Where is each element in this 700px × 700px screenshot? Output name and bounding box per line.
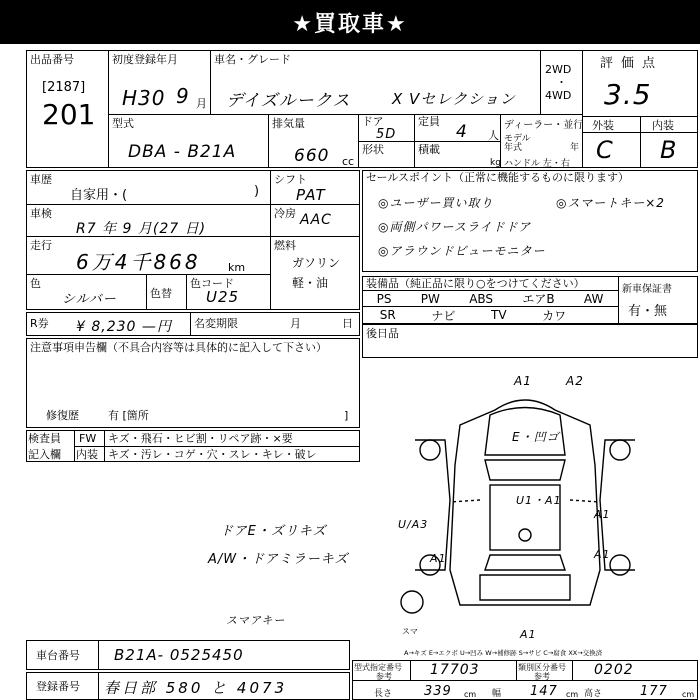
- diagram-mark-key: スマ: [402, 627, 418, 636]
- mileage-value: 6万4千868: [76, 250, 201, 274]
- banner-title: ★買取車★: [0, 0, 700, 44]
- type-value: DBA - B21A: [128, 142, 237, 162]
- equip-abs: ABS: [469, 291, 494, 306]
- class-code-label: 類別区分番号: [518, 663, 566, 672]
- warranty-value: 有・無: [628, 304, 668, 319]
- color-change-label: 色替: [150, 287, 172, 300]
- model-year-unit: 年: [570, 143, 580, 153]
- first-reg-month-unit: 月: [196, 97, 207, 110]
- repair-label: 修復歴: [46, 409, 79, 422]
- name-change-month: 月: [290, 317, 301, 330]
- diagram-mark-left-rear: A1: [430, 552, 447, 565]
- mileage-label: 走行: [30, 239, 52, 252]
- model-year-label2: 年式: [504, 143, 523, 153]
- door-label: ドア: [362, 115, 384, 128]
- width-value: 147: [530, 684, 558, 699]
- model-name: デイズルークス: [226, 91, 351, 111]
- recycle-value: ¥ 8,230 —円: [76, 319, 172, 335]
- length-label: 長さ: [374, 689, 393, 699]
- warranty-label: 新車保証書: [622, 284, 672, 295]
- door-value: 5D: [376, 127, 397, 142]
- inspector-label1: 検査員: [28, 432, 61, 445]
- displacement-label: 排気量: [272, 117, 305, 130]
- diagram-legend: A→キズ E→エクボ U→凹み W→補修跡 S→サビ C→腐食 XX→交換済: [404, 649, 603, 657]
- reg-label: 登録番号: [36, 680, 80, 693]
- int-label: 内装: [76, 448, 98, 461]
- chassis-label: 車台番号: [36, 649, 80, 662]
- handle-label: ハンドル 左・右: [504, 159, 570, 169]
- sales-point-1: ◎ユーザー買い取り: [378, 196, 494, 210]
- load-label: 積載: [418, 143, 440, 156]
- shift-label: シフト: [274, 173, 307, 186]
- inspection-value: R7 年 9 月(27 日): [76, 221, 207, 237]
- fw-items: キズ・飛石・ヒビ割・リペア跡・×要: [108, 432, 293, 445]
- color-value: シルバー: [62, 292, 117, 307]
- car-hist-value: 自家用・(: [70, 188, 128, 203]
- drive-4wd: 4WD: [545, 89, 572, 102]
- handwritten-note-1: ドアE・ズリキズ: [220, 524, 327, 539]
- color-label: 色: [30, 277, 41, 290]
- sales-point-3: ◎両側パワースライドドア: [378, 220, 532, 234]
- lot-number: 201: [42, 98, 96, 131]
- capacity-value: 4: [456, 122, 468, 142]
- ref-label-2: 参考: [534, 672, 550, 681]
- equipment-label: 装備品（純正品に限り○をつけてください）: [366, 277, 585, 290]
- class-code-value: 0202: [594, 662, 634, 678]
- recycle-label: R券: [30, 317, 49, 330]
- fw-label: FW: [79, 432, 97, 445]
- equip-ps: PS: [376, 291, 392, 306]
- repair-value: 有 [箇所: [108, 409, 149, 422]
- ac-label: 冷房: [274, 207, 296, 220]
- model-code-label: 型式指定番号: [354, 663, 402, 672]
- first-reg-month: 9: [176, 84, 190, 108]
- ac-value: AAC: [300, 212, 332, 228]
- capacity-unit: 人: [488, 129, 499, 142]
- car-hist-close: ): [254, 184, 260, 199]
- height-value: 177: [640, 684, 668, 699]
- capacity-label: 定員: [418, 115, 440, 128]
- height-unit: cm: [682, 690, 695, 699]
- equip-airbag: エアB: [522, 292, 555, 306]
- model-label: 車名・グレード: [214, 53, 291, 66]
- interior-label: 内装: [652, 119, 674, 132]
- diagram-mark-left: U/A3: [398, 518, 429, 531]
- shape-label: 形状: [362, 143, 384, 156]
- color-code-value: U25: [206, 288, 240, 306]
- equipment-row2: [362, 307, 584, 323]
- diagram-mark-hood: E・凹ゴ: [512, 430, 560, 444]
- fuel-light: 軽・油: [292, 276, 329, 290]
- width-label: 幅: [492, 689, 502, 699]
- height-label: 高さ: [584, 689, 603, 699]
- diagram-mark-right-rear: A1: [594, 548, 611, 561]
- chassis-value: B21A- 0525450: [114, 646, 244, 664]
- back-seat-label: 後日品: [366, 327, 399, 340]
- dealer-label: ディーラー・並行: [504, 120, 584, 131]
- interior-grade: B: [660, 136, 678, 164]
- notes-label: 注意事項申告欄（不具合内容等は具体的に記入して下さい）: [30, 341, 327, 354]
- name-change-day: 日: [342, 317, 353, 330]
- diagram-mark-right: A1: [594, 508, 611, 521]
- load-unit: kg: [490, 158, 501, 168]
- diagram-mark-a2-top: A2: [566, 374, 584, 388]
- ref-label-1: 参考: [376, 672, 392, 681]
- exterior-label: 外装: [592, 119, 614, 132]
- drive-2wd: 2WD: [545, 63, 572, 76]
- length-value: 339: [424, 684, 452, 699]
- first-reg-label: 初度登録年月: [112, 53, 178, 66]
- rating-value: 3.5: [604, 78, 652, 111]
- sales-point-2: ◎スマートキー×2: [556, 196, 665, 210]
- sales-point-4: ◎アラウンドビューモニター: [378, 244, 546, 258]
- lot-sub: [2187]: [42, 80, 86, 95]
- shift-value: PAT: [296, 186, 326, 204]
- first-reg-value: H30: [122, 86, 166, 110]
- back-seat-frame: [362, 324, 698, 358]
- fuel-gas: ガソリン: [292, 256, 341, 270]
- equipment-row1: [362, 291, 618, 306]
- type-label: 型式: [112, 117, 134, 130]
- equip-pw: PW: [420, 291, 440, 306]
- equip-tv: TV: [491, 308, 507, 322]
- diagram-mark-roof: U1・A1: [516, 494, 562, 507]
- handwritten-note-2: A/W・ドアミラーキズ: [208, 552, 349, 567]
- inspection-label: 車検: [30, 207, 52, 220]
- sales-label: セールスポイント（正常に機能するものに限ります）: [366, 171, 630, 184]
- equip-navi: ナビ: [431, 308, 456, 323]
- car-hist-label: 車歴: [30, 173, 52, 186]
- reg-value: 春日部 580 と 4073: [104, 679, 288, 697]
- smart-key-note: スマアキー: [226, 614, 286, 627]
- grade: X Vセレクション: [392, 90, 516, 108]
- diagram-mark-a1-top: A1: [514, 374, 532, 388]
- rating-label: 評価点: [600, 56, 664, 71]
- repair-close: ]: [344, 409, 349, 422]
- length-unit: cm: [464, 690, 477, 699]
- diagram-mark-bottom: A1: [520, 628, 537, 641]
- width-unit: cm: [566, 690, 579, 699]
- equip-leather: カワ: [542, 308, 567, 323]
- mileage-unit: km: [228, 261, 246, 274]
- fuel-label: 燃料: [274, 239, 296, 252]
- displacement-unit: cc: [342, 155, 355, 168]
- exterior-grade: C: [596, 136, 614, 164]
- equip-sr: SR: [379, 308, 396, 322]
- drive-dot: ・: [556, 76, 567, 89]
- displacement-value: 660: [294, 146, 330, 166]
- model-code-value: 17703: [430, 662, 480, 678]
- lot-label: 出品番号: [30, 53, 74, 66]
- equip-aw: AW: [583, 291, 604, 306]
- color-code-label: 色コード: [190, 277, 234, 290]
- model-year-label: モデル: [504, 134, 531, 144]
- inspector-label2: 記入欄: [28, 448, 61, 461]
- int-items: キズ・汚レ・コゲ・穴・スレ・キレ・破レ: [108, 448, 317, 461]
- name-change-label: 名変期限: [194, 317, 238, 330]
